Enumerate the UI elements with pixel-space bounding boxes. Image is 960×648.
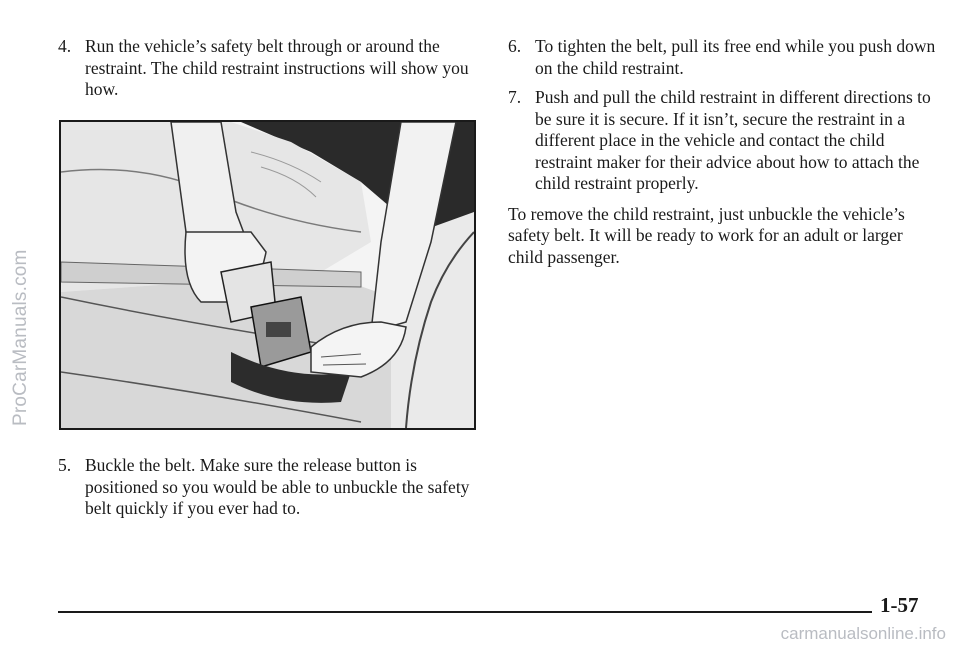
step-number: 7. <box>508 87 522 107</box>
seatbelt-buckle-illustration <box>59 120 476 430</box>
side-watermark: ProCarManuals.com <box>10 249 31 426</box>
left-column-top <box>58 36 488 101</box>
left-column-bottom <box>58 455 488 520</box>
step-6 <box>508 36 938 79</box>
step-number: 4. <box>58 36 72 56</box>
step-7 <box>508 87 938 195</box>
step-number: 6. <box>508 36 522 56</box>
page-number: 1-57 <box>880 593 919 617</box>
right-column <box>508 36 938 268</box>
step-text: Push and pull the child restraint in different directions to be sure it is secure. If it isn’t, secure the restraint in a different place in the vehicle and contact the child restraint maker for their advice about how to attach the child restraint properly. <box>535 87 931 193</box>
step-4 <box>58 36 488 101</box>
step-text: Buckle the belt. Make sure the release button is positioned so you would be able to unbuckle the safety belt quickly if you ever had to. <box>85 455 470 518</box>
step-text: Run the vehicle’s safety belt through or around the restraint. The child restraint instructions will show you how. <box>85 36 469 99</box>
closing-paragraph: To remove the child restraint, just unbuckle the vehicle’s safety belt. It will be ready to work for an adult or larger child passenger. <box>508 203 905 267</box>
step-text: To tighten the belt, pull its free end while you push down on the child restraint. <box>535 36 936 78</box>
bottom-watermark: carmanualsonline.info <box>780 624 946 643</box>
step-number: 5. <box>58 455 72 475</box>
step-5 <box>58 455 488 520</box>
footer-rule <box>58 611 872 613</box>
